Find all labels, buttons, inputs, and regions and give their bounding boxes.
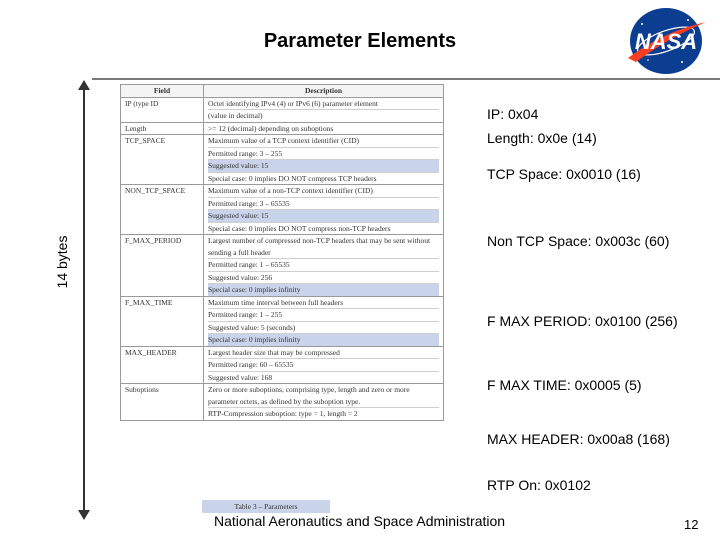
description-line: Octet identifying IPv4 (4) or IPv6 (6) parameter element [208, 98, 378, 108]
page-number: 12 [684, 517, 699, 532]
table-row [121, 135, 444, 185]
size-label-text: 14 bytes [54, 235, 70, 289]
field-cell: NON_TCP_SPACE [121, 185, 204, 235]
title-divider [92, 78, 720, 80]
table-row [121, 346, 444, 384]
description-line: Permitted range: 3 – 255 [208, 147, 439, 160]
description-line-highlighted: Suggested value: 15 [208, 159, 439, 172]
column-header-description: Description [204, 85, 444, 98]
description-cell [204, 384, 444, 421]
description-cell [204, 235, 444, 297]
table-caption: Table 3 – Parameters [202, 500, 330, 513]
description-line: Permitted range: 1 – 65535 [208, 258, 439, 271]
description-line: Zero or more suboptions, comprising type, length and zero or more parameter octets, as defined by the suboption type. [208, 385, 410, 406]
annotation-max-header: MAX HEADER: 0x00a8 (168) [487, 431, 670, 447]
description-line: Permitted range: 60 – 65535 [208, 358, 439, 371]
description-line: Special case: 0 implies DO NOT compress non-TCP headers [208, 222, 439, 235]
field-cell: IP (type ID [121, 97, 204, 122]
annotation-length: Length: 0x0e (14) [487, 130, 597, 146]
table-row [121, 185, 444, 235]
description-line-highlighted: Special case: 0 implies infinity [208, 333, 439, 346]
description-cell [204, 185, 444, 235]
description-line-highlighted: Special case: 0 implies infinity [208, 283, 439, 296]
annotation-rtp-on: RTP On: 0x0102 [487, 477, 591, 493]
field-cell: TCP_SPACE [121, 135, 204, 185]
table-row [121, 122, 444, 135]
description-line: Suggested value: 168 [208, 371, 439, 384]
description-cell [204, 296, 444, 346]
parameter-table [120, 84, 444, 421]
description-line: Maximum value of a non-TCP context identifier (CID) [208, 186, 373, 195]
description-line: Suggested value: 5 (seconds) [208, 321, 439, 334]
description-line: >= 12 (decimal) depending on suboptions [208, 123, 334, 133]
description-cell [204, 135, 444, 185]
table-row [121, 97, 444, 122]
footer-text: National Aeronautics and Space Administration [214, 513, 506, 529]
table-header-row [121, 85, 444, 98]
nasa-logo-text: NASA [634, 29, 698, 54]
nasa-logo [622, 4, 710, 78]
table-row [121, 296, 444, 346]
description-line: RTP-Compression suboption: type = 1, length = 2 [208, 407, 439, 420]
description-line-highlighted: Suggested value: 15 [208, 209, 439, 222]
annotation-non-tcp-space: Non TCP Space: 0x003c (60) [487, 233, 670, 249]
annotation-tcp-space: TCP Space: 0x0010 (16) [487, 166, 641, 182]
description-line: Maximum value of a TCP context identifier (CID) [208, 136, 360, 145]
field-cell: MAX_HEADER [121, 346, 204, 384]
description-line: Permitted range: 1 – 255 [208, 308, 439, 321]
description-line: Permitted range: 3 – 65535 [208, 197, 439, 210]
page-title: Parameter Elements [263, 30, 457, 52]
description-line: Suggested value: 256 [208, 271, 439, 284]
description-cell [204, 122, 444, 135]
description-cell [204, 97, 444, 122]
annotation-f-max-time: F MAX TIME: 0x0005 (5) [487, 377, 642, 393]
field-cell: Suboptions [121, 384, 204, 421]
annotation-ip: IP: 0x04 [487, 106, 539, 122]
description-line: Special case: 0 implies DO NOT compress TCP headers [208, 172, 439, 185]
field-cell: F_MAX_TIME [121, 296, 204, 346]
annotation-f-max-period: F MAX PERIOD: 0x0100 (256) [487, 313, 678, 329]
table-row [121, 384, 444, 421]
column-header-field: Field [121, 85, 204, 98]
description-line: Largest header size that may be compressed [208, 347, 340, 357]
table-row [121, 235, 444, 297]
double-arrow-icon [76, 80, 92, 520]
description-cell [204, 346, 444, 384]
field-cell: F_MAX_PERIOD [121, 235, 204, 297]
description-line: Largest number of compressed non-TCP headers that may be sent without sending a full header [208, 236, 431, 257]
description-line: Maximum time interval between full headers [208, 297, 344, 307]
description-line: (value in decimal) [208, 109, 439, 122]
field-cell: Length [121, 122, 204, 135]
